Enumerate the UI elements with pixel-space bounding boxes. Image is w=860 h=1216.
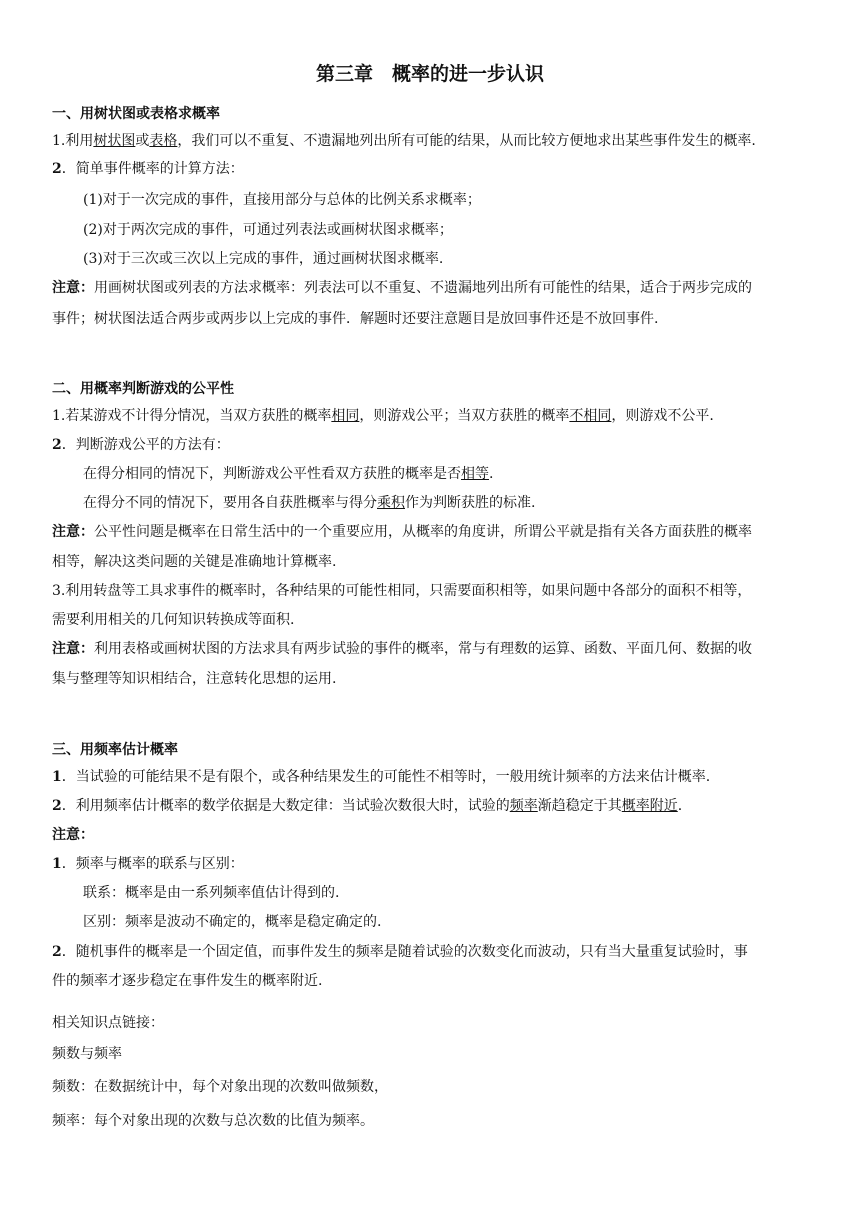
frequency-rate-definition: 频率：每个对象出现的次数与总次数的比值为频率。 [52,1113,374,1129]
s3-note-label: 注意： [52,827,94,843]
s1-note-label: 注意： [52,280,94,296]
s2-item-2 [83,492,823,514]
related-topic: 频数与频率 [52,1046,122,1062]
s2-note-2-line-1 [52,638,822,660]
s2-i2-text-a: 在得分不同的情况下，要用各自获胜概率与得分 [83,495,377,511]
s1-note-text-1: 用画树状图或列表的方法求概率：列表法可以不重复、不遗漏地列出所有可能性的结果，适合于两步完成的 [94,280,752,296]
s1-note-line-1 [52,277,822,299]
s3-p1-text: ．当试验的可能结果不是有限个，或各种结果发生的可能性不相等时，一般用统计频率的方法来估计概率. [61,769,711,785]
s1-paragraph-1 [52,130,822,152]
s3-p2-underline-frequency: 频率 [509,798,538,814]
s2-i1-underline-equal: 相等 [461,466,489,482]
s2-note-2-line-2: 集与整理等知识相结合，注意转化思想的运用. [52,671,337,687]
s2-p1-underline-different: 不相同 [569,408,612,424]
s1-p1-text-a: 1.利用 [52,133,94,149]
s3-connection-line: 联系：概率是由一系列频率值估计得到的. [83,885,340,901]
s3-p2-underline-near-probability: 概率附近 [621,798,678,814]
s3-n2-text: ．随机事件的概率是一个固定值，而事件发生的频率是随着试验的次数变化而波动，只有当大量重复试验时，事 [61,944,748,960]
s2-paragraph-3-line-2: 需要利用相关的几何知识转换成等面积. [52,612,295,628]
s2-item-1 [83,463,823,485]
s1-p2-text: ．简单事件概率的计算方法： [61,161,244,177]
s2-i2-text-b: 作为判断获胜的标准. [405,495,536,511]
s2-paragraph-2 [52,434,822,456]
s2-p1-text-c: ，则游戏不公平. [611,408,714,424]
s3-note-item-2 [52,941,822,963]
related-links-label: 相关知识点链接： [52,1015,164,1031]
s2-note-2-text: 利用表格或画树状图的方法求具有两步试验的事件的概率，常与有理数的运算、函数、平面几何、数据的收 [94,641,752,657]
s3-paragraph-2 [52,795,822,817]
s1-p1-text-c: ，我们可以不重复、不遗漏地列出所有可能的结果，从而比较方便地求出某些事件发生的概率. [177,133,756,149]
section-3-heading: 三、用频率估计概率 [52,742,178,758]
s2-note-2-label: 注意： [52,641,94,657]
s2-i2-underline-product: 乘积 [377,495,405,511]
s1-item-3: (3)对于三次或三次以上完成的事件，通过画树状图求概率. [83,251,444,267]
s3-p2-text-c: . [677,798,683,814]
s3-n1-number: 1 [52,856,62,872]
s3-note-item-1 [52,853,822,875]
s1-item-1: (1)对于一次完成的事件，直接用部分与总体的比例关系求概率； [83,192,481,208]
s1-paragraph-2 [52,158,822,180]
page-title: 第三章 概率的进一步认识 [315,63,544,85]
s2-i1-text-b: . [489,466,494,482]
s2-p2-text: ．判断游戏公平的方法有： [61,437,230,453]
frequency-count-definition: 频数：在数据统计中，每个对象出现的次数叫做频数， [52,1079,388,1095]
s2-p1-text-a: 1.若某游戏不计得分情况，当双方获胜的概率 [52,408,332,424]
section-1-heading: 一、用树状图或表格求概率 [52,106,220,122]
s1-p1-text-b: 或 [135,133,150,149]
s3-paragraph-1 [52,766,822,788]
s2-p2-number: 2 [52,437,62,453]
s3-note-item-2-cont: 件的频率才逐步稳定在事件发生的概率附近. [52,973,323,989]
s3-p1-number: 1 [52,769,62,785]
s2-note-1-label: 注意： [52,524,94,540]
s3-n1-text: ．频率与概率的联系与区别： [61,856,244,872]
s2-i1-text-a: 在得分相同的情况下，判断游戏公平性看双方获胜的概率是否 [83,466,461,482]
s1-p2-number: 2 [52,161,62,177]
s1-item-2: (2)对于两次完成的事件，可通过列表法或画树状图求概率； [83,222,453,238]
s3-p2-number: 2 [52,798,62,814]
s2-note-1-line-1 [52,521,822,543]
s3-p2-text-b: 渐趋稳定于其 [537,798,622,814]
s2-note-1-text: 公平性问题是概率在日常生活中的一个重要应用，从概率的角度讲，所谓公平就是指有关各方面获胜的概率 [94,524,752,540]
s1-note-line-2: 事件；树状图法适合两步或两步以上完成的事件．解题时还要注意题目是放回事件还是不放回事件. [52,311,659,327]
s1-p1-underline-table: 表格 [149,133,178,149]
s3-n2-number: 2 [52,944,62,960]
s2-paragraph-1 [52,405,822,427]
s1-p1-underline-tree: 树状图 [93,133,136,149]
s3-p2-text-a: ．利用频率估计概率的数学依据是大数定律：当试验次数很大时，试验的 [61,798,510,814]
s2-note-1-line-2: 相等，解决这类问题的关键是准确地计算概率. [52,554,337,570]
section-2-heading: 二、用概率判断游戏的公平性 [52,381,234,397]
s2-p1-underline-same: 相同 [331,408,360,424]
s2-p1-text-b: ，则游戏公平；当双方获胜的概率 [359,408,570,424]
s2-paragraph-3-line-1: 3.利用转盘等工具求事件的概率时，各种结果的可能性相同，只需要面积相等，如果问题中各部分的面积不相等， [52,583,752,599]
s3-difference-line: 区别：频率是波动不确定的，概率是稳定确定的. [83,914,382,930]
